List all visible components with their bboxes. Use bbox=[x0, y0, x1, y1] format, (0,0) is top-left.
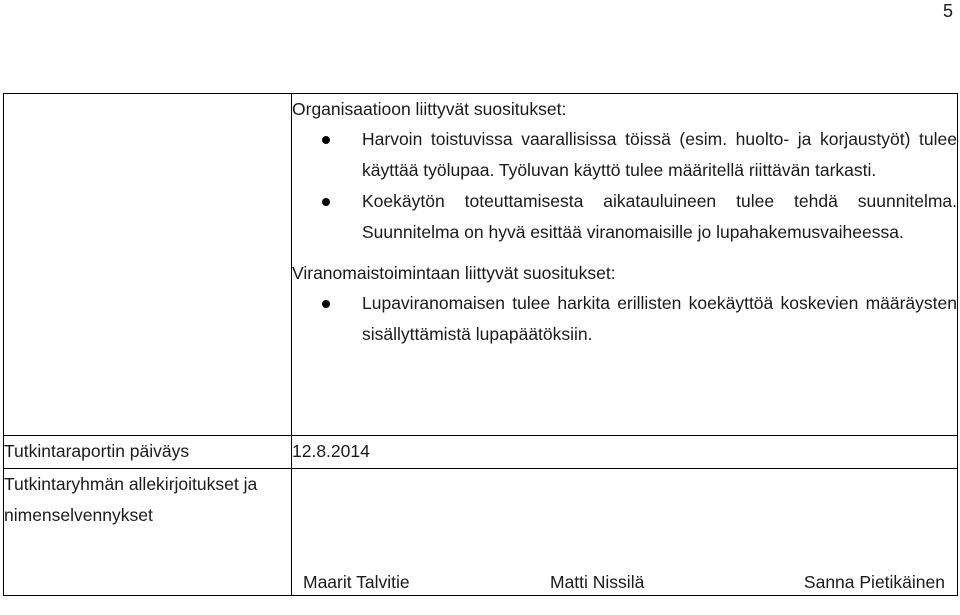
list-item-text: Koekäytön toteuttamisesta aikatauluineen tulee tehdä suunnitelma. Suunnitelma on hyvä esittää viranomaisille jo lupahakemusvaiheessa. bbox=[362, 191, 957, 242]
list-item bbox=[292, 124, 957, 186]
authority-list bbox=[292, 288, 957, 350]
signature-name-1: Maarit Talvitie bbox=[303, 572, 410, 592]
signatures-cell bbox=[292, 469, 958, 596]
bullet-icon bbox=[322, 198, 330, 206]
list-item bbox=[292, 288, 957, 350]
signature-name-2: Matti Nissilä bbox=[550, 572, 645, 592]
page-number: 5 bbox=[942, 1, 953, 21]
recommendations-cell bbox=[292, 94, 958, 436]
list-item bbox=[292, 186, 957, 248]
report-table bbox=[3, 93, 958, 596]
signature-names bbox=[292, 469, 957, 595]
report-date-row bbox=[4, 436, 958, 469]
recommendations-label-cell bbox=[4, 94, 292, 436]
report-date-value: 12.8.2014 bbox=[292, 436, 958, 469]
signatures-label: Tutkintaryhmän allekirjoitukset ja nimenselvennykset bbox=[4, 469, 292, 596]
organisation-heading: Organisaatioon liittyvät suositukset: bbox=[292, 99, 567, 119]
bullet-icon bbox=[322, 136, 330, 144]
signature-name-3: Sanna Pietikäinen bbox=[803, 572, 945, 592]
organisation-list bbox=[292, 124, 957, 248]
recommendations-row bbox=[4, 94, 958, 436]
authority-heading: Viranomaistoimintaan liittyvät suositukset: bbox=[292, 263, 616, 283]
report-date-label: Tutkintaraportin päiväys bbox=[4, 436, 292, 469]
bullet-icon bbox=[322, 300, 330, 308]
list-item-text: Lupaviranomaisen tulee harkita erillisten koekäyttöä koskevien määräysten sisällyttämistä lupapäätöksiin. bbox=[362, 293, 957, 344]
signatures-row bbox=[4, 469, 958, 596]
list-item-text: Harvoin toistuvissa vaarallisissa töissä (esim. huolto- ja korjaustyöt) tulee käyttää työlupaa. Työluvan käyttö tulee määritellä riittävän tarkasti. bbox=[362, 129, 957, 180]
